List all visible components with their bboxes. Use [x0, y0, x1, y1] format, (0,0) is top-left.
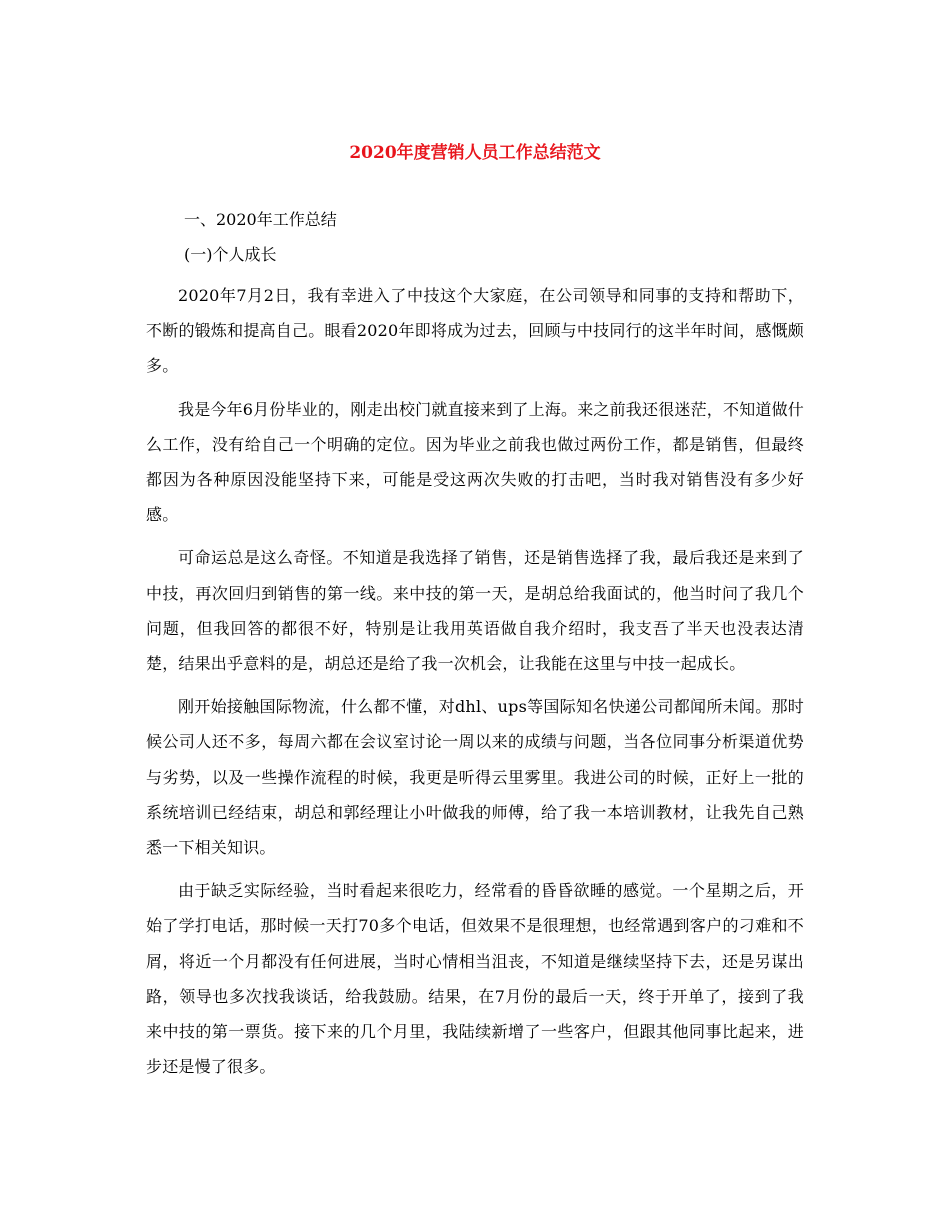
paragraph-5: 由于缺乏实际经验，当时看起来很吃力，经常看的昏昏欲睡的感觉。一个星期之后，开始了学打电话，那时候一天打70多个电话，但效果不是很理想，也经常遇到客户的刁难和不屑，将近一个月都没有任何进展，当时心情相当沮丧，不知道是继续坚持下去，还是另谋出路，领导也多次找我谈话，给我鼓励。结果，在7月份的最后一天，终于开单了，接到了我来中技的第一票货。接下来的几个月里，我陆续新增了一些客户，但跟其他同事比起来，进步还是慢了很多。 — [146, 881, 804, 1077]
paragraph-3: 可命运总是这么奇怪。不知道是我选择了销售，还是销售选择了我，最后我还是来到了中技，再次回归到销售的第一线。来中技的第一天，是胡总给我面试的，他当时问了我几个问题，但我回答的都很不好，特别是让我用英语做自我介绍时，我支吾了半天也没表达清楚，结果出乎意料的是，胡总还是给了我一次机会，让我能在这里与中技一起成长。 — [146, 548, 804, 674]
document-title: 2020年度营销人员工作总结范文 — [349, 143, 601, 163]
paragraph-2: 我是今年6月份毕业的，刚走出校门就直接来到了上海。来之前我还很迷茫，不知道做什么工作，没有给自己一个明确的定位。因为毕业之前我也做过两份工作，都是销售，但最终都因为各种原因没能坚持下来，可能是受这两次失败的打击吧，当时我对销售没有多少好感。 — [146, 399, 804, 525]
section-heading: 一、2020年工作总结 — [184, 210, 337, 229]
document-body — [146, 278, 804, 1092]
paragraph-4: 刚开始接触国际物流，什么都不懂，对dhl、ups等国际知名快递公司都闻所未闻。那时候公司人还不多，每周六都在会议室讨论一周以来的成绩与问题，当各位同事分析渠道优势与劣势，以及一些操作流程的时候，我更是听得云里雾里。我进公司的时候，正好上一批的系统培训已经结束，胡总和郭经理让小叶做我的师傅，给了我一本培训教材，让我先自己熟悉一下相关知识。 — [146, 697, 804, 858]
paragraph-1: 2020年7月2日，我有幸进入了中技这个大家庭，在公司领导和同事的支持和帮助下，不断的锻炼和提高自己。眼看2020年即将成为过去，回顾与中技同行的这半年时间，感慨颇多。 — [146, 286, 804, 376]
subsection-heading: (一)个人成长 — [184, 245, 277, 264]
